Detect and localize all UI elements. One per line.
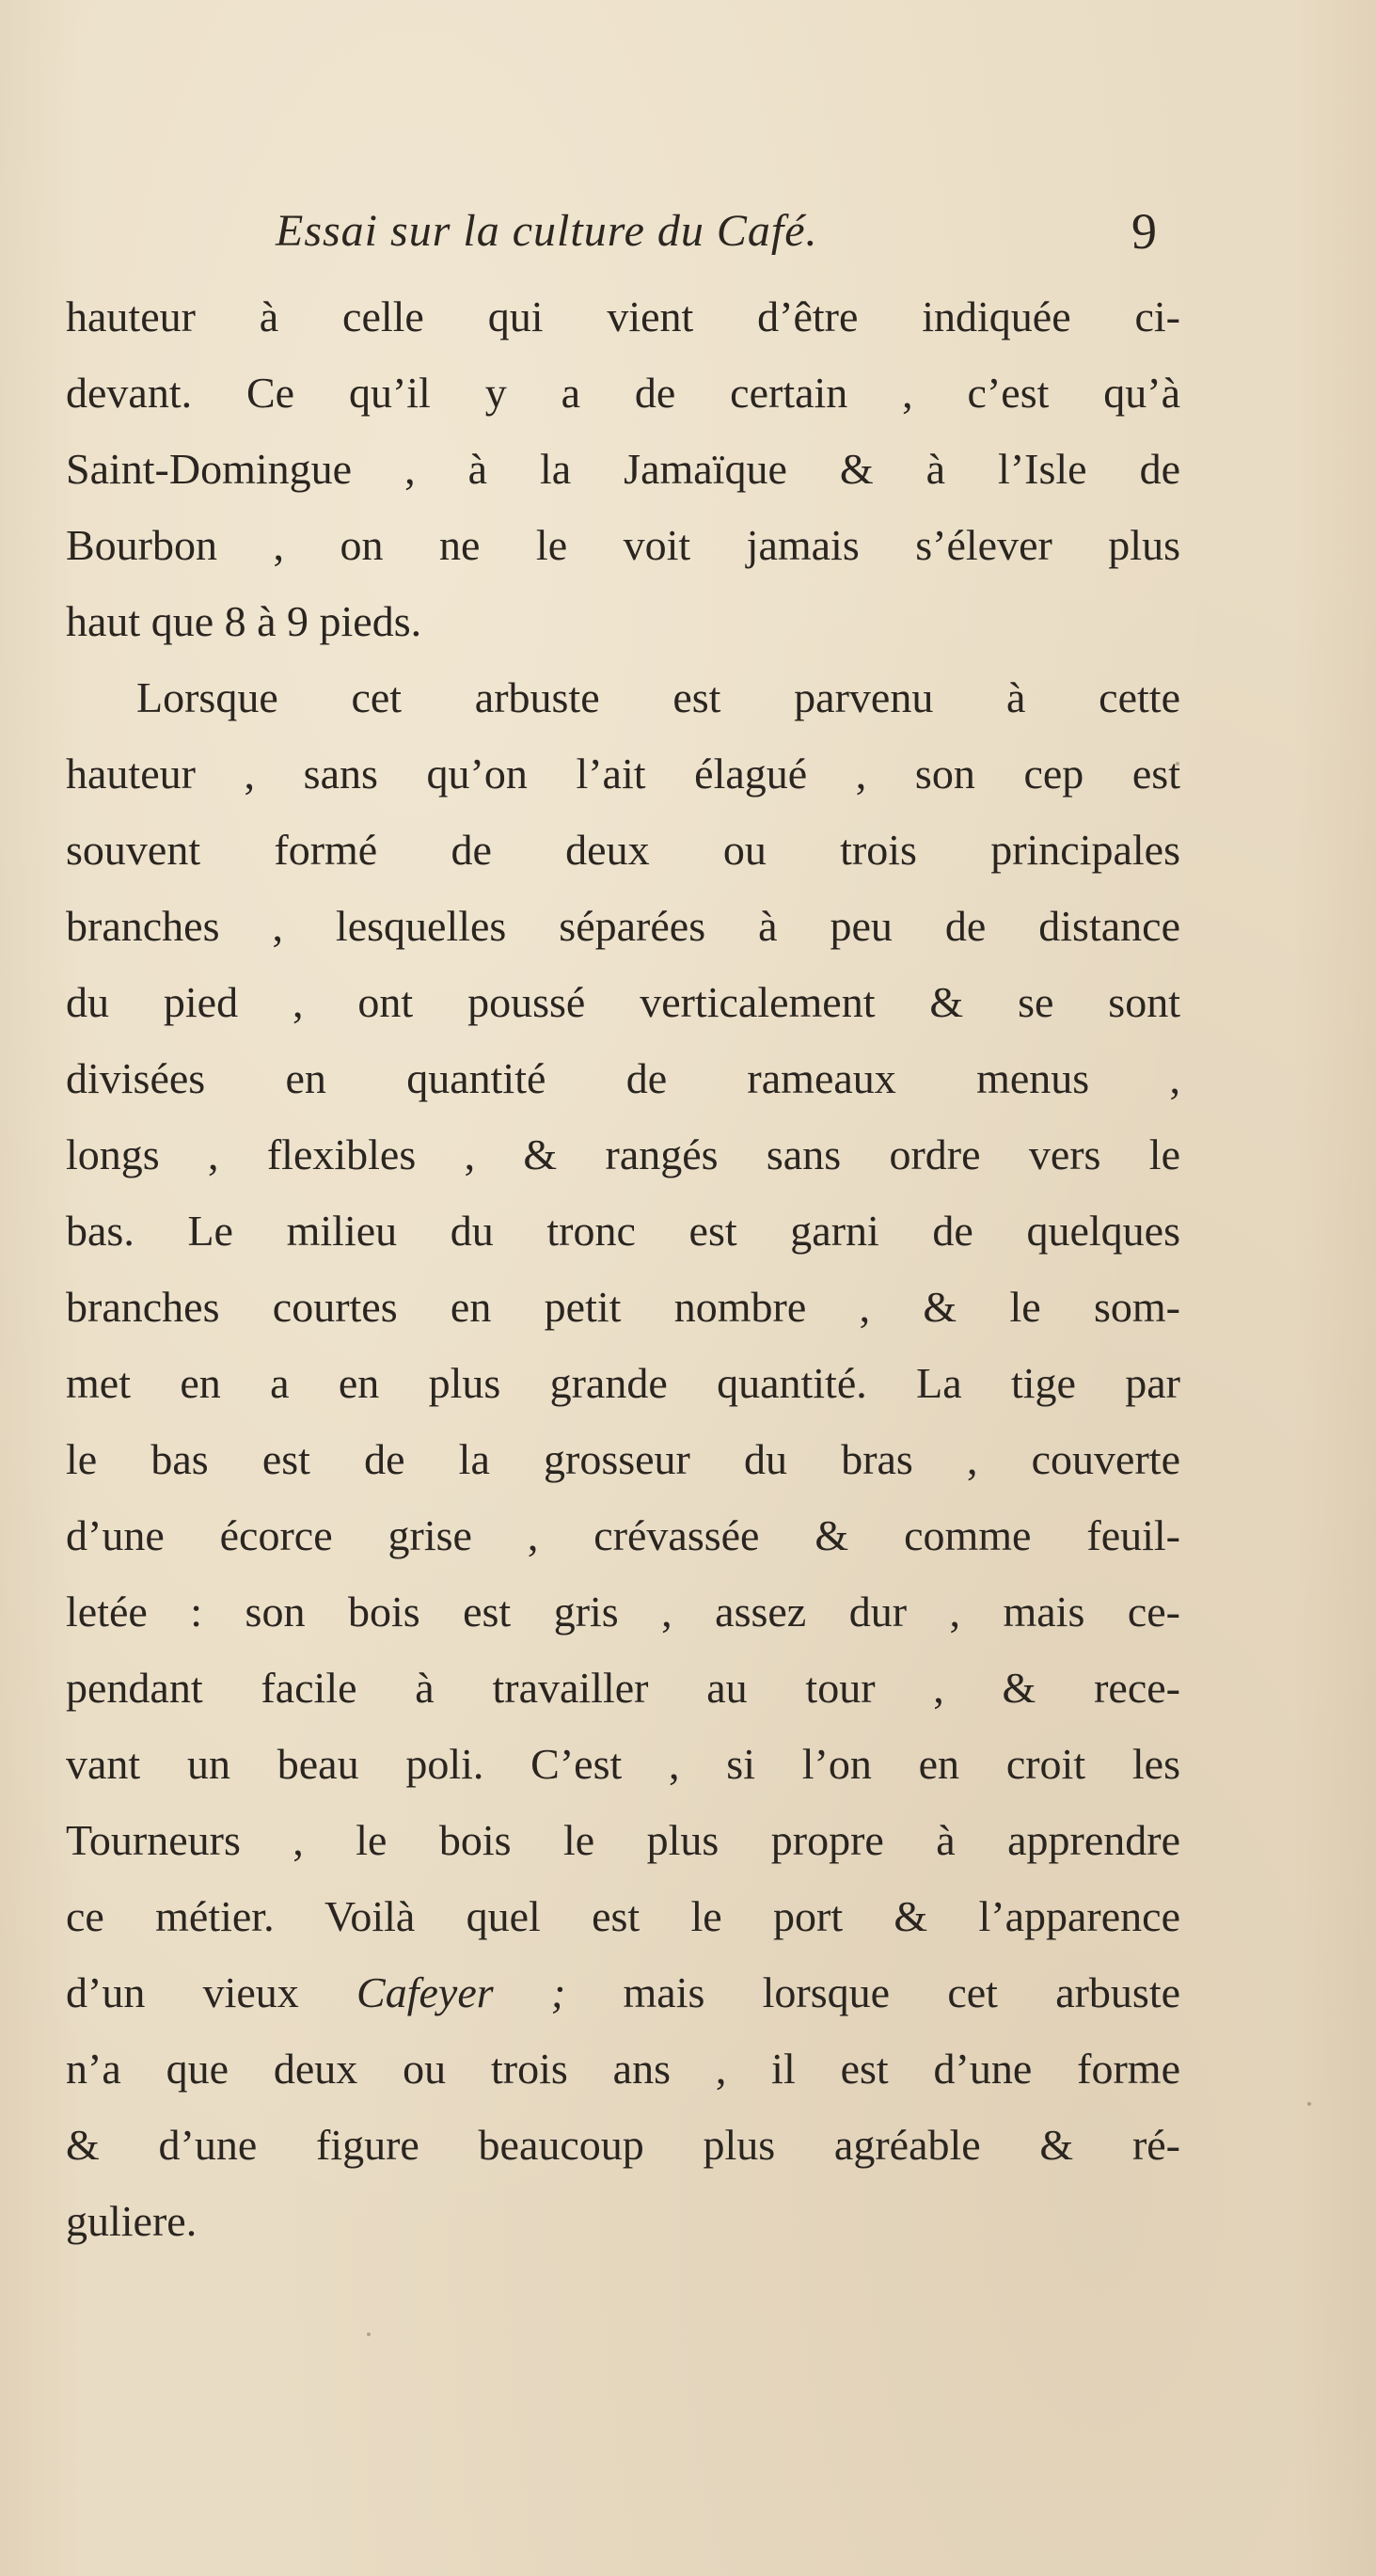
text-line: d’une écorce grise , crévassée & comme feuil- — [66, 1511, 1180, 1559]
text-line: met en a en plus grande quantité. La tige par — [66, 1359, 1180, 1407]
text-line: n’a que deux ou trois ans , il est d’une forme — [66, 2045, 1180, 2093]
text-line: branches courtes en petit nombre , & le som- — [66, 1283, 1180, 1331]
text-fragment: mais lorsque cet arbuste — [623, 1968, 1180, 2016]
body-text — [66, 278, 1180, 2259]
text-line: le bas est de la grosseur du bras , couverte — [66, 1435, 1180, 1483]
text-line: devant. Ce qu’il y a de certain , c’est qu’à — [66, 369, 1180, 417]
running-head — [71, 194, 1176, 269]
text-line: hauteur à celle qui vient d’être indiquée ci- — [66, 292, 1180, 340]
text-line: vant un beau poli. C’est , si l’on en croit les — [66, 1740, 1180, 1788]
text-line: Saint-Domingue , à la Jamaïque & à l’Isle de — [66, 445, 1180, 493]
text-line: souvent formé de deux ou trois principales — [66, 826, 1180, 874]
text-line: letée : son bois est gris , assez dur , mais ce- — [66, 1588, 1180, 1636]
text-line: Bourbon , on ne le voit jamais s’élever plus — [66, 521, 1180, 569]
text-line: Tourneurs , le bois le plus propre à apprendre — [66, 1816, 1180, 1864]
running-title: Essai sur la culture du Café. — [276, 206, 818, 256]
paper-speck — [1307, 2102, 1311, 2106]
text-line: branches , lesquelles séparées à peu de distance — [66, 902, 1180, 950]
text-line: bas. Le milieu du tronc est garni de quelques — [66, 1207, 1180, 1255]
text-line: haut que 8 à 9 pieds. — [66, 597, 422, 645]
text-line: guliere. — [66, 2197, 198, 2245]
text-line: divisées en quantité de rameaux menus , — [66, 1054, 1180, 1102]
text-line: longs , flexibles , & rangés sans ordre vers le — [66, 1130, 1180, 1178]
text-fragment: d’un vieux — [66, 1968, 299, 2016]
paper-speck — [367, 2332, 371, 2336]
text-line: hauteur , sans qu’on l’ait élagué , son cep est — [66, 750, 1180, 798]
paragraph-start-line: Lorsque cet arbuste est parvenu à cette — [136, 673, 1180, 721]
text-line-with-italic — [66, 1954, 1180, 2031]
text-line: & d’une figure beaucoup plus agréable & ré- — [66, 2121, 1180, 2169]
text-line: ce métier. Voilà quel est le port & l’apparence — [66, 1892, 1180, 1940]
italic-term-cafeyer: Cafeyer ; — [356, 1968, 566, 2016]
text-line: du pied , ont poussé verticalement & se sont — [66, 978, 1180, 1026]
paper-speck — [1176, 762, 1179, 766]
text-line: pendant facile à travailler au tour , & rece- — [66, 1664, 1180, 1712]
page-number: 9 — [1131, 203, 1157, 260]
